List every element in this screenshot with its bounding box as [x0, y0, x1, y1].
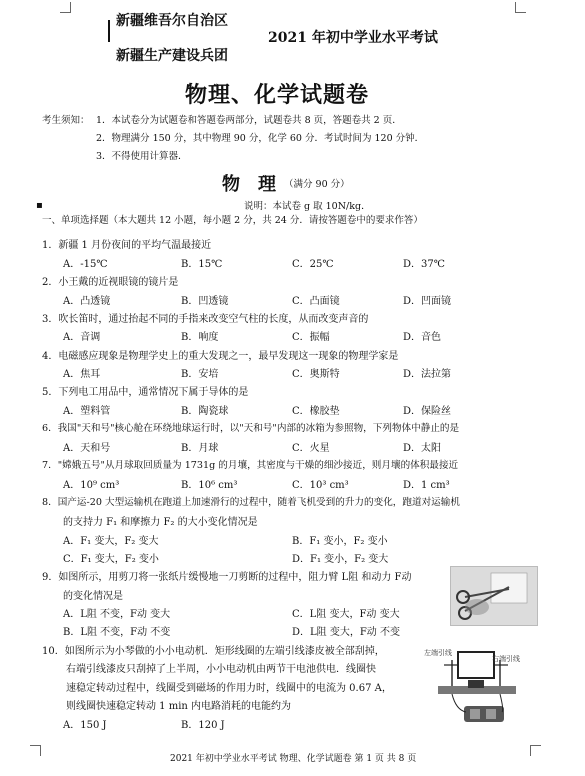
q2-option-b: B．凹透镜: [181, 296, 229, 307]
scissors-figure: [450, 566, 538, 626]
notice-item-2: 2．物理满分 150 分，其中物理 90 分，化学 60 分．考试时间为 120 分钟．: [96, 133, 425, 144]
q2-option-d: D．凹面镜: [403, 296, 452, 307]
q1-option-b: B．15℃: [181, 259, 223, 270]
q3-option-c: C．振幅: [292, 332, 330, 343]
question-6-stem: 6．我国"天和号"核心舱在环绕地球运行时，以"天和号"内部的冰箱为参照物，下列物体中静止的是: [42, 423, 460, 434]
section-1-heading: 一、单项选择题（本大题共 12 小题，每小题 2 分，共 24 分．请按答题卷中的要求作答）: [42, 215, 423, 226]
notice-item-3: 3．不得使用计算器．: [96, 151, 188, 162]
motor-figure: [420, 640, 532, 736]
q8-option-a: A．F₁ 变大，F₂ 变大: [63, 536, 159, 547]
question-8-stem: 8．国产运-20 大型运输机在跑道上加速滑行的过程中，随着飞机受到的升力的变化，跑道对运输机: [42, 497, 460, 508]
physics-title: 物 理: [222, 174, 276, 195]
crop-mark-top-left: [60, 2, 71, 13]
q6-option-b: B．月球: [181, 443, 219, 454]
q5-option-c: C．橡胶垫: [292, 406, 340, 417]
q8-option-b: B．F₁ 变小，F₂ 变小: [292, 536, 388, 547]
question-10-stem-line-2: 右端引线漆皮只刮掉了上半周，小小电动机由两节干电池供电．线圈快: [66, 664, 376, 675]
question-10-stem-line-4: 则线圈快速稳定转动 1 min 内电路消耗的电能约为: [66, 701, 292, 712]
q4-option-b: B．安培: [181, 369, 219, 380]
q5-option-d: D．保险丝: [403, 406, 452, 417]
bullet-mark: ▪: [36, 200, 43, 211]
q9-option-d: D．L阻 变大，F动 不变: [292, 627, 400, 638]
region-line-2: 新疆生产建设兵团: [116, 48, 228, 64]
q3-option-d: D．音色: [403, 332, 442, 343]
q6-option-c: C．火星: [292, 443, 330, 454]
paper-title: 物理、化学试题卷: [185, 82, 370, 108]
header-bracket: [108, 20, 110, 42]
q9-option-b: B．L阻 不变，F动 不变: [63, 627, 171, 638]
q7-option-b: B．10⁶ cm³: [181, 480, 238, 491]
q7-option-d: D．1 cm³: [403, 480, 450, 491]
question-4-stem: 4．电磁感应现象是物理学史上的重大发现之一，最早发现这一现象的物理学家是: [42, 351, 399, 362]
q1-option-d: D．37℃: [403, 259, 445, 270]
question-10-stem-line-3: 速稳定转动过程中，线圈受到磁场的作用力时，线圈中的电流为 0.67 A，: [66, 683, 392, 694]
question-2-stem: 2．小王戴的近视眼镜的镜片是: [42, 277, 179, 288]
question-9-stem-line-2: 的变化情况是: [63, 591, 123, 602]
motor-right-label: 右端引线: [492, 655, 520, 663]
q4-option-a: A．焦耳: [63, 369, 101, 380]
q8-option-d: D．F₁ 变小，F₂ 变大: [292, 554, 389, 565]
question-10-stem: 10．如图所示为小琴做的小小电动机．矩形线圈的左端引线漆皮被全部刮掉，: [42, 646, 385, 657]
notice-label: 考生须知：: [42, 115, 90, 126]
q9-option-a: A．L阻 不变，F动 变大: [63, 609, 171, 620]
question-1-stem: 1．新疆 1 月份夜间的平均气温最接近: [42, 240, 212, 251]
q6-option-a: A．天和号: [63, 443, 111, 454]
question-3-stem: 3．吹长笛时，通过抬起不同的手指来改变空气柱的长度，从而改变声音的: [42, 314, 369, 325]
question-8-stem-line-2: 的支持力 F₁ 和摩擦力 F₂ 的大小变化情况是: [63, 517, 258, 528]
question-5-stem: 5．下列电工用品中，通常情况下属于导体的是: [42, 387, 249, 398]
q4-option-c: C．奥斯特: [292, 369, 340, 380]
region-line-1: 新疆维吾尔自治区: [116, 13, 228, 29]
q2-option-a: A．凸透镜: [63, 296, 111, 307]
q7-option-c: C．10³ cm³: [292, 480, 349, 491]
exam-title: 2021 年初中学业水平考试: [268, 30, 438, 46]
physics-note: 说明：本试卷 g 取 10N/kg．: [244, 201, 371, 212]
q5-option-b: B．陶瓷球: [181, 406, 229, 417]
motor-left-label: 左端引线: [424, 649, 452, 657]
q10-option-b: B．120 J: [181, 720, 225, 731]
q6-option-d: D．太阳: [403, 443, 442, 454]
notice-item-1: 1．本试卷分为试题卷和答题卷两部分，试题卷共 8 页，答题卷共 2 页．: [96, 115, 402, 126]
q7-option-a: A．10⁹ cm³: [63, 480, 120, 491]
q1-option-a: A．-15℃: [63, 259, 108, 270]
question-7-stem: 7．"嫦娥五号"从月球取回质量为 1731g 的月壤，其密度与干燥的细沙接近，则月壤的体积最接近: [42, 460, 459, 471]
crop-mark-top-right: [515, 2, 526, 13]
crop-mark-bottom-left: [30, 745, 41, 756]
q5-option-a: A．塑料管: [63, 406, 111, 417]
question-9-stem: 9．如图所示，用剪刀将一张纸片缓慢地一刀剪断的过程中，阻力臂 L阻 和动力 F动: [42, 572, 412, 583]
physics-score: （满分 90 分）: [284, 179, 350, 190]
q4-option-d: D．法拉第: [403, 369, 452, 380]
crop-mark-bottom-right: [530, 745, 541, 756]
q9-option-c: C．L阻 变大，F动 变大: [292, 609, 400, 620]
q10-option-a: A．150 J: [63, 720, 107, 731]
scissors-icon: [451, 567, 537, 625]
q8-option-c: C．F₁ 变大，F₂ 变小: [63, 554, 159, 565]
q3-option-b: B．响度: [181, 332, 219, 343]
q1-option-c: C．25℃: [292, 259, 334, 270]
page-footer: 2021 年初中学业水平考试 物理、化学试题卷 第 1 页 共 8 页: [170, 754, 417, 764]
q2-option-c: C．凸面镜: [292, 296, 340, 307]
q3-option-a: A．音调: [63, 332, 101, 343]
